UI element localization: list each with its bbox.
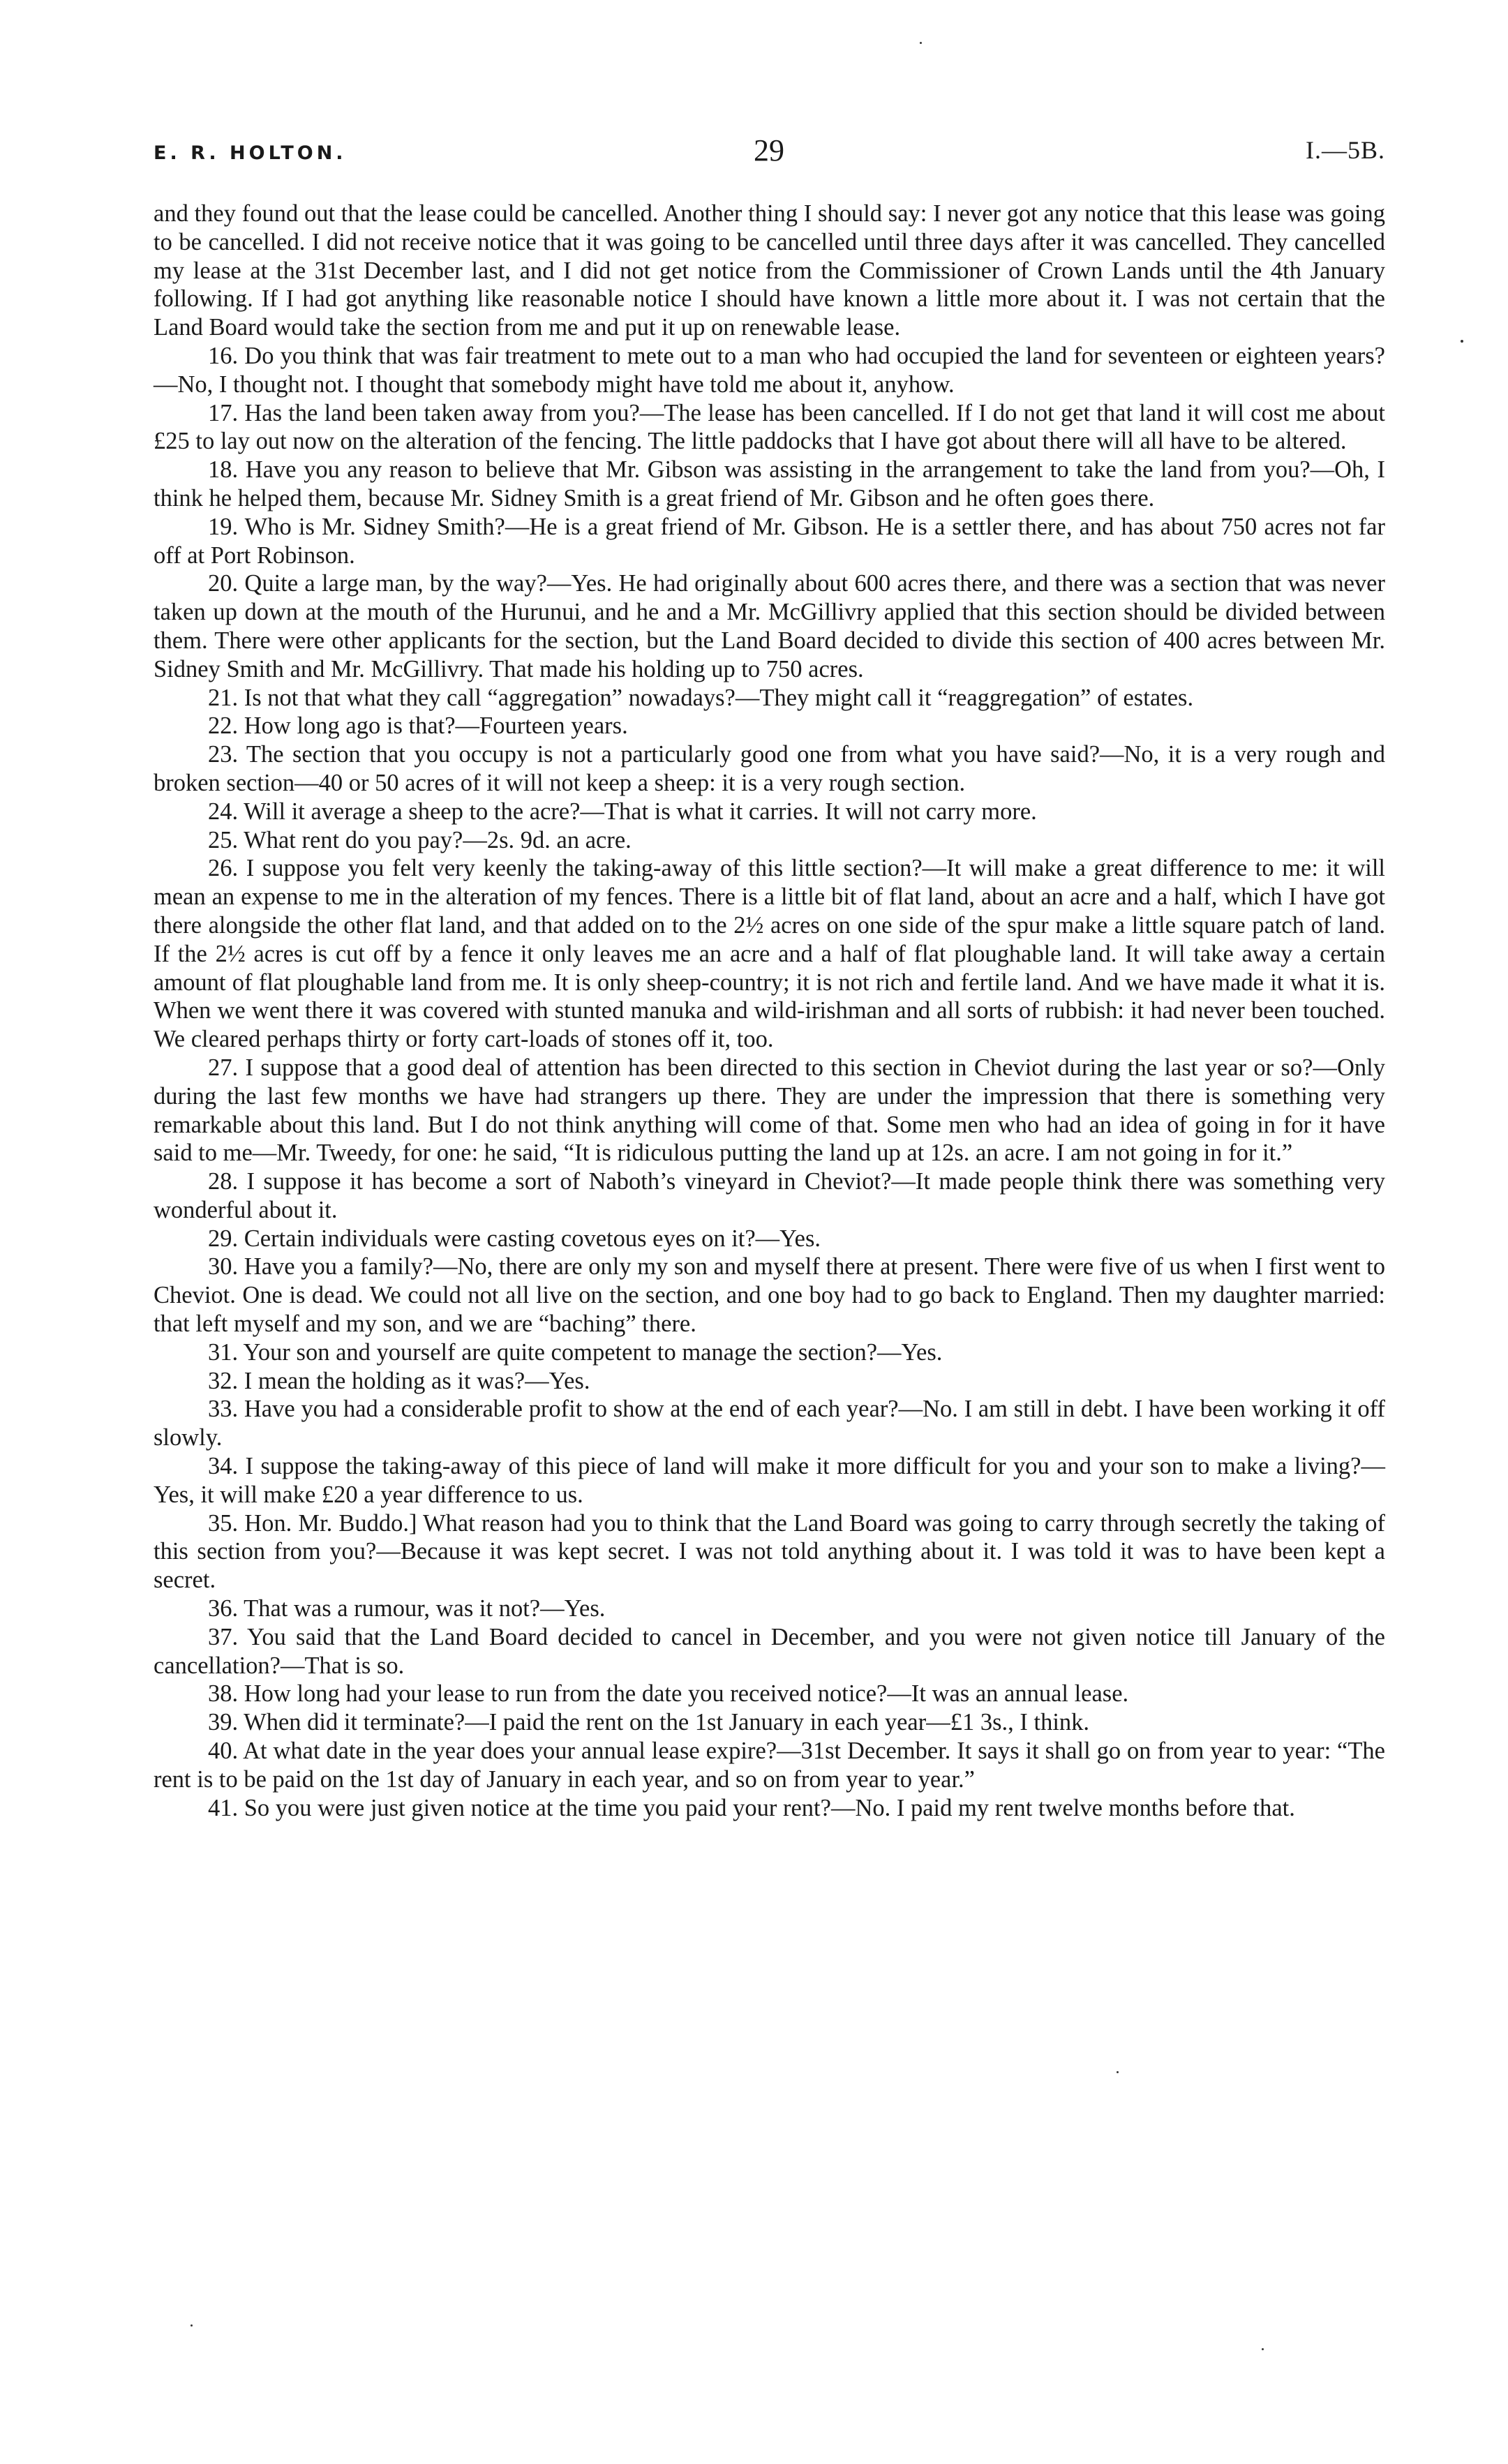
- scan-speck: [920, 42, 922, 44]
- question-34: 34. I suppose the taking-away of this piece of land will make it more difficult for you and your son to make a living?—Yes, it will make £20 a year difference to us.: [154, 1453, 1385, 1508]
- question-16: 16. Do you think that was fair treatment to mete out to a man who had occupied the land for seventeen or eighteen years?—No, I thought not. I thought that somebody might have told me about it, anyhow.: [154, 342, 1385, 398]
- question-24: 24. Will it average a sheep to the acre?—That is what it carries. It will not carry more.: [208, 798, 1037, 825]
- question-22: 22. How long ago is that?—Fourteen years.: [208, 712, 628, 740]
- scan-speck: [1117, 2071, 1119, 2073]
- scan-speck: [191, 2324, 193, 2327]
- question-31: 31. Your son and yourself are quite competent to manage the section?—Yes.: [208, 1338, 943, 1366]
- page-number: 29: [754, 133, 784, 167]
- question-20: 20. Quite a large man, by the way?—Yes. He had originally about 600 acres there, and there was a section that was never taken up down at the mouth of the Hurunui, and he and a Mr. McGillivry applied that this section should be divided between them. There were other applicants for the section, but the Land Board decided to divide this section of 400 acres between Mr. Sidney Smith and Mr. McGillivry. That made his holding up to 750 acres.: [154, 570, 1385, 682]
- header-document-ref: I.—5B.: [1306, 136, 1385, 164]
- question-25: 25. What rent do you pay?—2s. 9d. an acre.: [208, 826, 632, 853]
- question-40: 40. At what date in the year does your annual lease expire?—31st December. It says it shall go on from year to year: “The rent is to be paid on the 1st day of January in each year, and so on from year to year.”: [154, 1738, 1385, 1793]
- question-27: 27. I suppose that a good deal of attention has been directed to this section in Cheviot during the last year or so?—Only during the last few months we have had strangers up there. They are under the impression that there is something very remarkable about this land. But I do not think anything will come of that. Some men who had an idea of going in for it have said to me—Mr. Tweedy, for one: he said, “It is ridiculous putting the land up at 12s. an acre. I am not going in for it.”: [154, 1054, 1385, 1167]
- question-18: 18. Have you any reason to believe that Mr. Gibson was assisting in the arrangement to take the land from you?—Oh, I think he helped them, because Mr. Sidney Smith is a great friend of Mr. Gibson and he often goes there.: [154, 456, 1385, 512]
- question-19: 19. Who is Mr. Sidney Smith?—He is a great friend of Mr. Gibson. He is a settler there, and has about 750 acres not far off at Port Robinson.: [154, 513, 1385, 569]
- paragraph-continued: and they found out that the lease could be cancelled. Another thing I should say: I never got any notice that this lease was going to be cancelled. I did not receive notice that it was going to be cancelled until three days after it was cancelled. They cancelled my lease at the 31st December last, and I did not get notice from the Commissioner of Crown Lands until the 4th January following. If I had got anything like reasonable notice I should have known a little more about it. I was not certain that the Land Board would take the section from me and put it up on renewable lease.: [154, 200, 1385, 341]
- question-37: 37. You said that the Land Board decided to cancel in December, and you were not given notice till January of the cancellation?—That is so.: [154, 1623, 1385, 1679]
- evidence-body: [154, 200, 1385, 1822]
- question-29: 29. Certain individuals were casting covetous eyes on it?—Yes.: [208, 1225, 821, 1252]
- scan-speck: [1262, 2348, 1264, 2350]
- question-23: 23. The section that you occupy is not a particularly good one from what you have said?—No, it is a very rough and broken section—40 or 50 acres of it will not keep a sheep: it is a very rough section.: [154, 741, 1385, 796]
- question-21: 21. Is not that what they call “aggregation” nowadays?—They might call it “reaggregation” of estates.: [208, 684, 1194, 711]
- header-witness-name: E. R. HOLTON.: [154, 142, 347, 164]
- question-30: 30. Have you a family?—No, there are only my son and myself there at present. There were five of us when I first went to Cheviot. One is dead. We could not all live on the section, and one boy had to go back to England. Then my daughter married: that left myself and my son, and we are “baching” there.: [154, 1253, 1385, 1338]
- question-26: 26. I suppose you felt very keenly the taking-away of this little section?—It will make a great difference to me: it will mean an expense to me in the alteration of my fences. There is a little bit of flat land, about an acre and a half, which I have got there alongside the other flat land, and that added on to the 2½ acres on one side of the spur make a little square patch of land. If the 2½ acres is cut off by a fence it only leaves me an acre and a half of flat ploughable land. It will take away a certain amount of flat ploughable land from me. It is only sheep-country; it is not rich and fertile land. And we have made it what it is. When we went there it was covered with stunted manuka and wild-irishman and all sorts of rubbish: it had never been touched. We cleared perhaps thirty or forty cart-loads of stones off it, too.: [154, 855, 1385, 1053]
- page-header: [154, 133, 1385, 174]
- question-32: 32. I mean the holding as it was?—Yes.: [208, 1367, 590, 1394]
- scan-speck: [1461, 340, 1463, 343]
- question-33: 33. Have you had a considerable profit to show at the end of each year?—No. I am still in debt. I have been working it off slowly.: [154, 1396, 1385, 1451]
- question-41: 41. So you were just given notice at the time you paid your rent?—No. I paid my rent twelve months before that.: [208, 1794, 1295, 1821]
- question-35: 35. Hon. Mr. Buddo.] What reason had you to think that the Land Board was going to carry through secretly the taking of this section from you?—Because it was kept secret. I was not told anything about it. I was told it was to have been kept a secret.: [154, 1509, 1385, 1594]
- question-17: 17. Has the land been taken away from you?—The lease has been cancelled. If I do not get that land it will cost me about £25 to lay out now on the alteration of the fencing. The little paddocks that I have got about there will all have to be altered.: [154, 399, 1385, 455]
- question-36: 36. That was a rumour, was it not?—Yes.: [208, 1595, 606, 1622]
- question-38: 38. How long had your lease to run from the date you received notice?—It was an annual lease.: [208, 1680, 1129, 1708]
- question-28: 28. I suppose it has become a sort of Naboth’s vineyard in Cheviot?—It made people think there was something very wonderful about it.: [154, 1168, 1385, 1223]
- question-39: 39. When did it terminate?—I paid the rent on the 1st January in each year—£1 3s., I think.: [208, 1709, 1090, 1736]
